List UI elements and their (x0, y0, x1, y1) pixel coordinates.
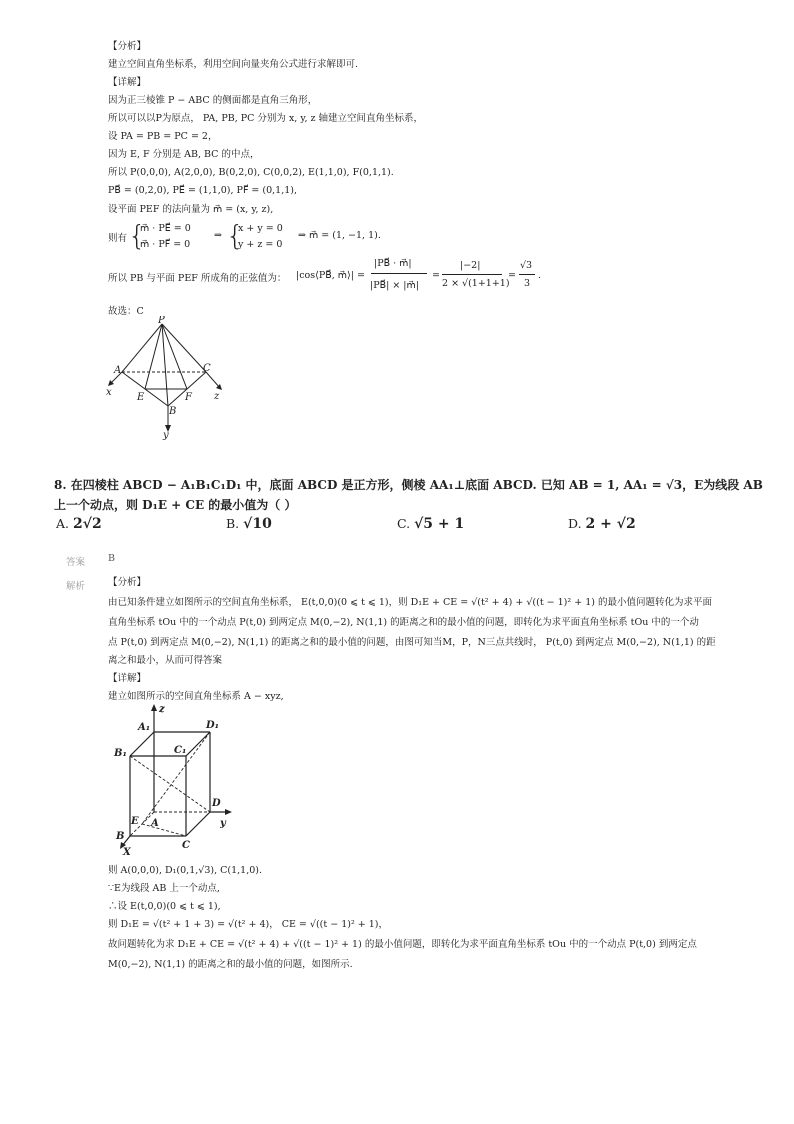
answer-value: B (108, 553, 115, 564)
label-A: A (114, 365, 122, 376)
left-brace: { (226, 219, 244, 252)
fraction-denominator: 3 (524, 278, 531, 289)
eq-4: y + z = 0 (238, 239, 283, 250)
label-y: y (163, 430, 169, 441)
label-D: D (212, 798, 221, 809)
option-b-label: B. (226, 516, 240, 531)
normal-vector-result: ⇒ m⃗ = (1, −1, 1). (298, 230, 381, 241)
label-y: y (220, 818, 226, 829)
label-C: C (203, 363, 211, 374)
question-8-text: 8. 在四棱柱 ABCD − A₁B₁C₁D₁ 中，底面 ABCD 是正方形，侧棱 AA₁⊥底面 ABCD. 已知 AB = 1, AA₁ = √3，E为线段 AB (54, 478, 763, 492)
analysis-text-1: 建立空间直角坐标系，利用空间向量夹角公式进行求解即可. (108, 59, 359, 70)
label-C1: C₁ (174, 745, 187, 756)
edge-PC (162, 324, 206, 372)
label-E: E (131, 816, 139, 827)
analysis-line: 直角坐标系 tOu 中的一个动点 P(t,0) 到两定点 M(0,−2), N(1,1) 的距离之和的最小值的问题，即转化为求平面直角坐标系 tOu 中的一个动 (108, 617, 699, 628)
diagonal-B1D (130, 756, 210, 812)
label-x: x (106, 387, 112, 398)
fraction-numerator: √3 (520, 260, 533, 271)
label-A: A (151, 818, 159, 829)
analysis-heading-2: 【分析】 (108, 577, 147, 588)
label-P: P (158, 316, 165, 326)
cos-abs: |cos⟨PB⃗, m⃗⟩| = (296, 270, 365, 281)
analysis-line: 由已知条件建立如图所示的空间直角坐标系， E(t,0,0)(0 ⩽ t ⩽ 1)，则 D₁E + CE = √(t² + 4) + √((t − 1)² + 1) 的最小值问题转化为求平面 (108, 597, 712, 608)
analysis-line: 离之和最小，从而可得答案 (108, 655, 223, 666)
solution-line: PB⃗ = (0,2,0), PE⃗ = (1,1,0), PF⃗ = (0,1,1), (108, 185, 298, 196)
option-c-label: C. (397, 516, 411, 531)
option-a-value: 2√2 (73, 516, 102, 532)
period: . (538, 270, 542, 281)
fraction-bar (519, 274, 535, 275)
option-b (226, 516, 272, 532)
detail-line: 建立如图所示的空间直角坐标系 A − xyz, (108, 691, 284, 702)
label-z: z (214, 391, 220, 402)
equation-system (108, 219, 448, 254)
solution-line: 因为正三棱锥 P − ABC 的侧面都是直角三角形， (108, 95, 318, 106)
prism-figure (104, 702, 244, 860)
fraction-bar (442, 274, 502, 275)
analysis-heading-1: 【分析】 (108, 41, 147, 52)
label-B: B (169, 406, 177, 417)
detail-line: 故问题转化为求 D₁E + CE = √(t² + 4) + √((t − 1)² + 1) 的最小值问题，即转化为求平面直角坐标系 tOu 中的一个动点 P(t,0) 到两定点 (108, 939, 697, 950)
option-a-label: A. (56, 516, 70, 531)
option-c-value: √5 + 1 (414, 516, 465, 532)
implies: ⇒ (214, 230, 222, 241)
question-8-text-cont: 上一个动点，则 D₁E + CE 的最小值为（ ） (54, 498, 297, 512)
detail-line: 则 A(0,0,0), D₁(0,1,√3), C(1,1,0). (108, 865, 262, 876)
label-B1: B₁ (114, 748, 127, 759)
detail-line: ∵E为线段 AB 上一个动点, (108, 883, 220, 894)
z-axis-arrow (151, 704, 157, 711)
edge-CD (186, 812, 210, 836)
label-E: E (137, 392, 145, 403)
option-d (568, 516, 636, 532)
detail-heading-2: 【详解】 (108, 673, 147, 684)
option-b-value: √10 (243, 516, 272, 532)
eq-2: m⃗ · PF⃗ = 0 (140, 239, 191, 250)
left-brace: { (128, 219, 146, 252)
solution-line: 设 PA = PB = PC = 2， (108, 131, 218, 142)
fraction-bar (371, 273, 427, 274)
label-z: z (159, 704, 165, 715)
option-d-value: 2 + √2 (585, 516, 636, 532)
solution-line: 因为 E, F 分别是 AB, BC 的中点， (108, 149, 260, 160)
solution-line: 所以可以以P为原点， PA, PB, PC 分别为 x, y, z 轴建立空间直角坐标系， (108, 113, 424, 124)
option-c (397, 516, 464, 532)
edge-D1C1 (186, 732, 210, 756)
label-F: F (185, 392, 192, 403)
label-A1: A₁ (138, 722, 151, 733)
detail-line: M(0,−2), N(1,1) 的距离之和的最小值的问题，如图所示. (108, 959, 353, 970)
option-a (56, 516, 102, 532)
sine-label: 所以 PB 与平面 PEF 所成角的正弦值为： (108, 273, 287, 284)
fraction-numerator: |−2| (460, 260, 481, 271)
solution-line: 所以 P(0,0,0), A(2,0,0), B(0,2,0), C(0,0,2), E(1,1,0), F(0,1,1). (108, 167, 394, 178)
option-d-label: D. (568, 516, 582, 531)
analysis-line: 点 P(t,0) 到两定点 M(0,−2), N(1,1) 的距离之和的最小值的问题，由图可知当M，P，N三点共线时， P(t,0) 到两定点 M(0,−2), N(1,1) 的距 (108, 637, 716, 648)
fraction-denominator: |PB⃗| × |m⃗| (370, 280, 419, 291)
detail-line: ∴设 E(t,0,0)(0 ⩽ t ⩽ 1), (108, 901, 221, 912)
tetrahedron-figure (100, 316, 240, 442)
label-X: X (123, 847, 131, 858)
detail-heading-1: 【详解】 (108, 77, 147, 88)
equals: = (432, 270, 440, 281)
label-C: C (182, 840, 190, 851)
detail-line: 则 D₁E = √(t² + 1 + 3) = √(t² + 4)， CE = √((t − 1)² + 1)， (108, 919, 389, 930)
solution-line: 设平面 PEF 的法向量为 m⃗ = (x, y, z), (108, 204, 274, 215)
segment-EC (142, 824, 186, 836)
z-axis (206, 372, 220, 388)
y-axis-arrow (225, 809, 232, 815)
then-label: 则有 (108, 233, 128, 244)
label-D1: D₁ (206, 720, 220, 731)
eq-3: x + y = 0 (238, 223, 283, 234)
fraction-numerator: |PB⃗ · m⃗| (374, 258, 412, 269)
answer-choice-line: 故选：C (108, 306, 144, 317)
sine-formula (108, 256, 568, 300)
edge-A1B1 (130, 732, 154, 756)
analysis-label: 解析 (66, 581, 86, 592)
fraction-denominator: 2 × √(1+1+1) (442, 278, 510, 289)
eq-1: m⃗ · PE⃗ = 0 (140, 223, 191, 234)
equals: = (508, 270, 516, 281)
answer-label: 答案 (66, 557, 86, 568)
label-B: B (116, 831, 125, 842)
